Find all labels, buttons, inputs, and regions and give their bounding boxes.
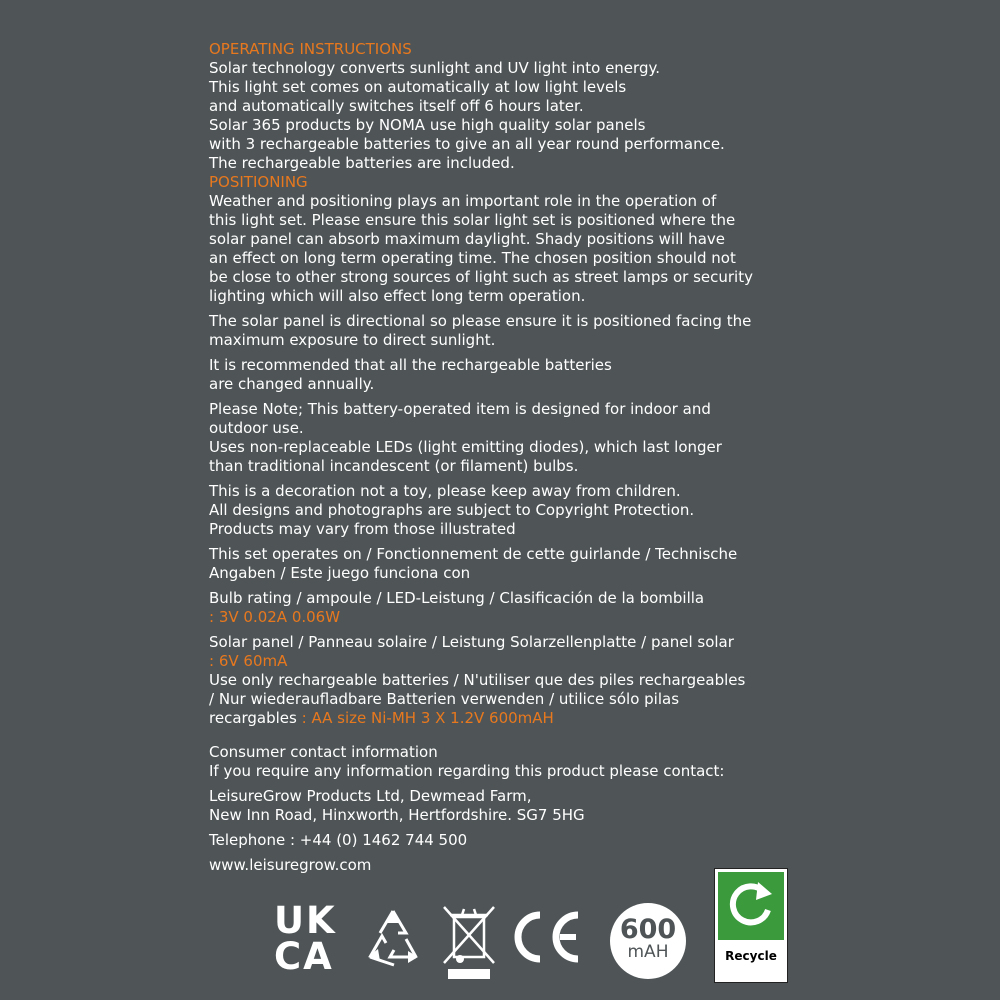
directional-text: The solar panel is directional so please ensure it is positioned facing the maximum exposure to direct sunlight. [209, 312, 752, 349]
heading-operating-instructions: OPERATING INSTRUCTIONS [209, 40, 412, 58]
battery-value: : AA size Ni-MH 3 X 1.2V 600mAH [301, 709, 554, 727]
consumer-contact [209, 743, 809, 875]
battery-label [209, 671, 809, 728]
crossed-bin-icon [440, 903, 498, 981]
solar-panel-value: : 6V 60mA [209, 652, 288, 670]
battery-capacity-badge [610, 903, 686, 979]
operates-on-text: This set operates on / Fonctionnement de cette guirlande / Technische Angaben / Este juego funciona con [209, 545, 738, 582]
battery-capacity-unit: mAH [627, 942, 669, 962]
operating-text: Solar technology converts sunlight and UV light into energy. This light set comes on automatically at low light levels and automatically switches itself off 6 hours later. Solar 365 products by NOMA use high quality solar panels with 3 rechargeable batteries to give an all year round performance. The rechargeable batteries are included. [209, 59, 725, 172]
recycle-label: Recycle [725, 949, 777, 963]
battery-capacity-value: 600 [619, 914, 677, 945]
bulb-rating-value: : 3V 0.02A 0.06W [209, 608, 341, 626]
battery-change-text: It is recommended that all the rechargeable batteries are changed annually. [209, 356, 612, 393]
ukca-line2: CA [274, 935, 334, 978]
ukca-line1: UK [274, 899, 337, 942]
heading-positioning: POSITIONING [209, 173, 308, 191]
contact-intro: If you require any information regarding this product please contact: [209, 762, 725, 780]
instructions-body [209, 40, 809, 728]
solar-panel-label: Solar panel / Panneau solaire / Leistung Solarzellenplatte / panel solar [209, 633, 734, 651]
bulb-rating-label: Bulb rating / ampoule / LED-Leistung / Clasificación de la bombilla [209, 589, 705, 607]
recycle-loop-icon [718, 872, 784, 940]
ukca-mark [274, 899, 346, 978]
recycle-badge [714, 868, 788, 983]
contact-website[interactable]: www.leisuregrow.com [209, 856, 372, 874]
positioning-text: Weather and positioning plays an important role in the operation of this light set. Please ensure this solar light set is positioned where the solar panel can absorb maximum daylight. Shady positions will have an effect on long term operating time. The chosen position should not be close to other strong sources of light such as street lamps or security lighting which will also effect long term operation. [209, 192, 753, 305]
recycling-arrows-icon [360, 905, 426, 971]
contact-address: LeisureGrow Products Ltd, Dewmead Farm, New Inn Road, Hinxworth, Hertfordshire. SG7 5HG [209, 787, 585, 824]
contact-telephone: Telephone : +44 (0) 1462 744 500 [209, 831, 468, 849]
ce-mark-icon [508, 907, 586, 967]
safety-text: This is a decoration not a toy, please keep away from children. All designs and photographs are subject to Copyright Protection. Products may vary from those illustrated [209, 482, 695, 538]
indoor-outdoor-note: Please Note; This battery-operated item is designed for indoor and outdoor use. Uses non-replaceable LEDs (light emitting diodes), which last longer than traditional incandescent (or filament) bulbs. [209, 400, 722, 475]
recycle-green-panel [718, 872, 784, 940]
battery-label-text: Use only rechargeable batteries / N'utiliser que des piles rechargeables / Nur wiederaufladbare Batterien verwenden / utilice sólo pilas recargables [209, 671, 746, 727]
contact-title: Consumer contact information [209, 743, 438, 761]
